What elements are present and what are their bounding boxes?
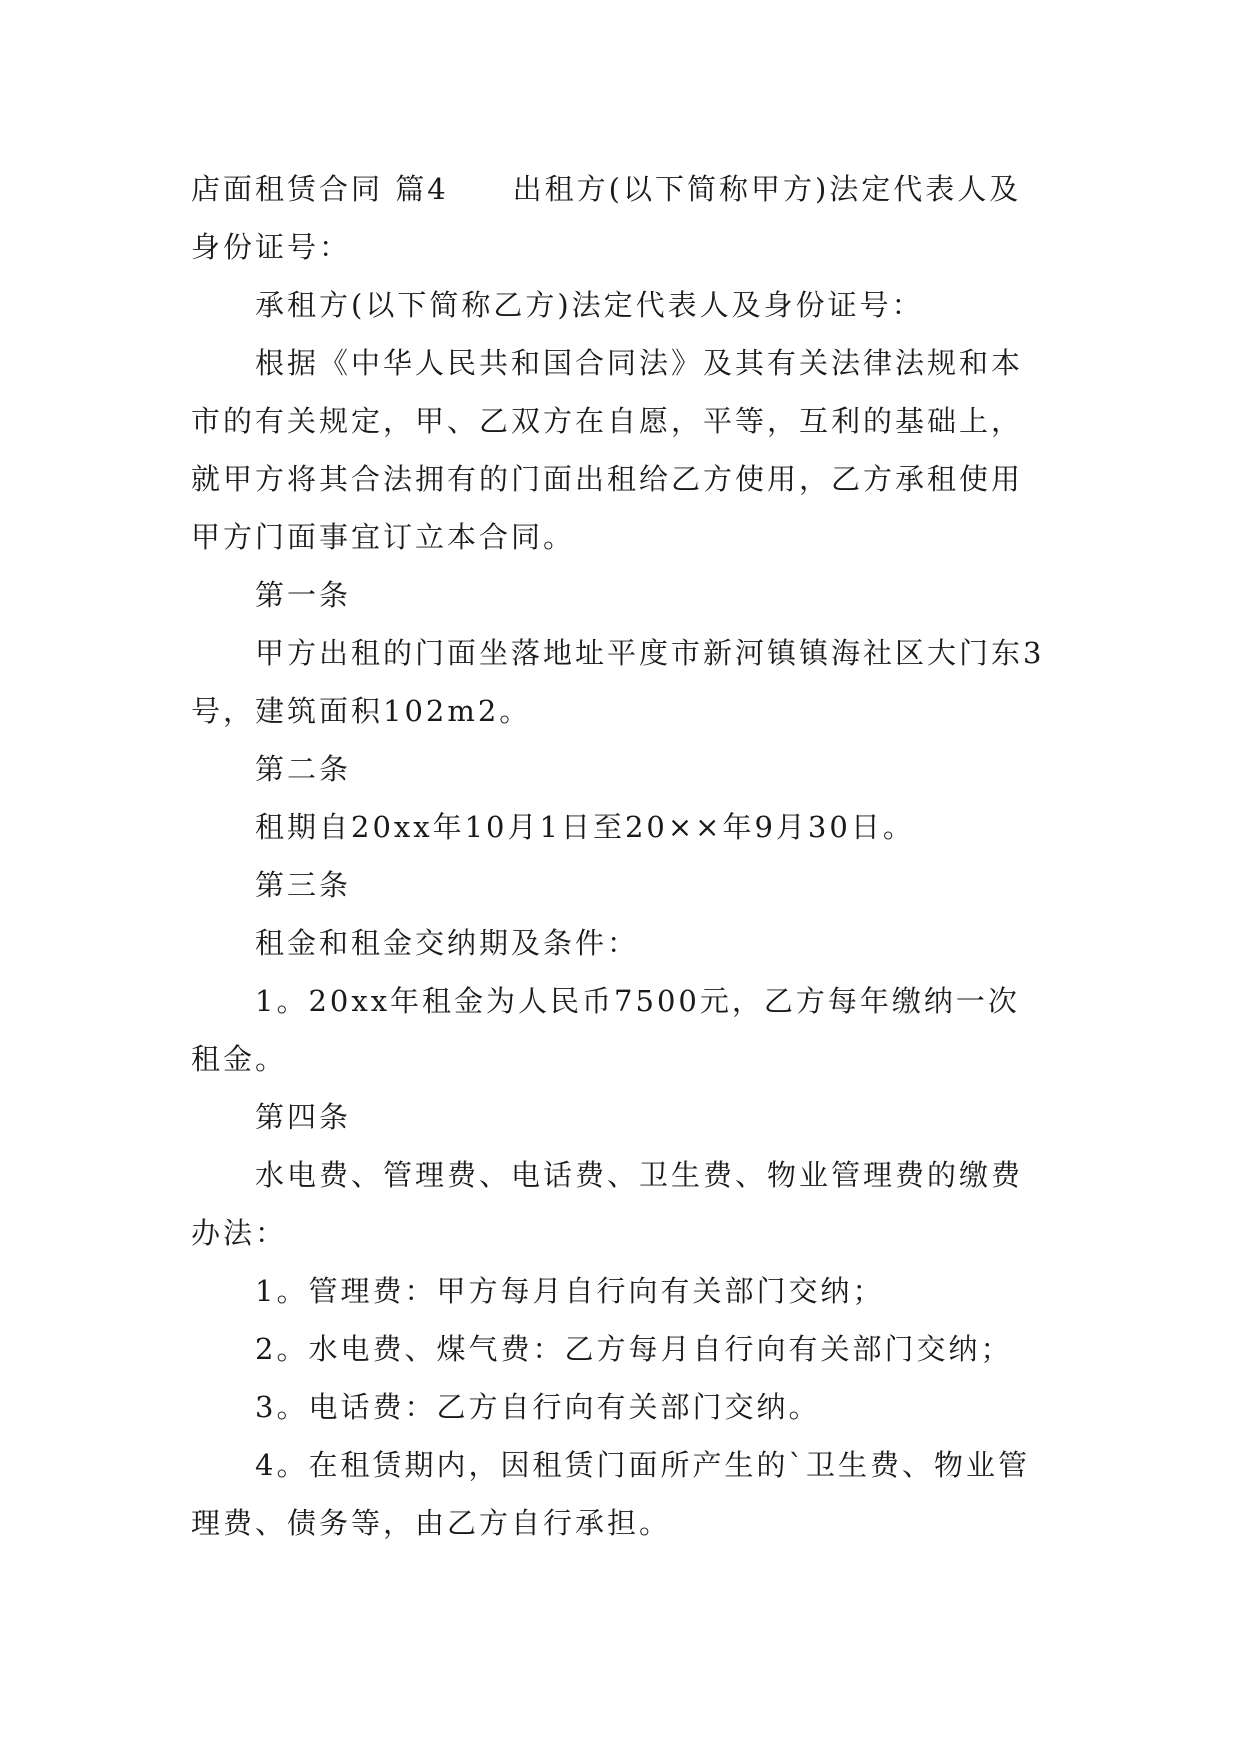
article-2-text: 租期自20xx年10月1日至20××年9月30日。 <box>255 810 915 844</box>
article-4-item-2: 2。水电费、煤气费：乙方每月自行向有关部门交纳； <box>255 1332 1013 1366</box>
article-4-item-1: 1。管理费：甲方每月自行向有关部门交纳； <box>255 1274 885 1308</box>
article-1-text: 甲方出租的门面坐落地址平度市新河镇镇海社区大门东3号，建筑面积102m2。 <box>191 636 1045 728</box>
article-3-text: 租金和租金交纳期及条件： <box>255 926 640 960</box>
article-3-heading: 第三条 <box>255 868 352 902</box>
paragraph-preamble: 根据《中华人民共和国合同法》及其有关法律法规和本市的有关规定，甲、乙双方在自愿，平等，互利的基础上，就甲方将其合法拥有的门面出租给乙方使用，乙方承租使用甲方门面事宜订立本合同。 <box>191 346 1024 554</box>
article-1-heading: 第一条 <box>255 578 352 612</box>
paragraph-lessor: 出租方(以下简称甲方)法定代表人及身份证号： <box>191 172 1022 264</box>
article-4-item-3: 3。电话费：乙方自行向有关部门交纳。 <box>255 1390 821 1424</box>
article-4-heading: 第四条 <box>255 1100 352 1134</box>
document-body <box>191 160 1051 1552</box>
title-paragraph <box>191 160 1051 276</box>
article-2-heading: 第二条 <box>255 752 352 786</box>
document-title: 店面租赁合同 篇4 <box>191 172 449 206</box>
paragraph-lessee: 承租方(以下简称乙方)法定代表人及身份证号： <box>255 288 924 322</box>
article-4-text: 水电费、管理费、电话费、卫生费、物业管理费的缴费办法： <box>191 1158 1024 1250</box>
article-4-item-4: 4。在租赁期内，因租赁门面所产生的`卫生费、物业管理费、债务等，由乙方自行承担。 <box>191 1448 1030 1540</box>
article-3-item-1: 1。20xx年租金为人民币7500元，乙方每年缴纳一次租金。 <box>191 984 1020 1076</box>
